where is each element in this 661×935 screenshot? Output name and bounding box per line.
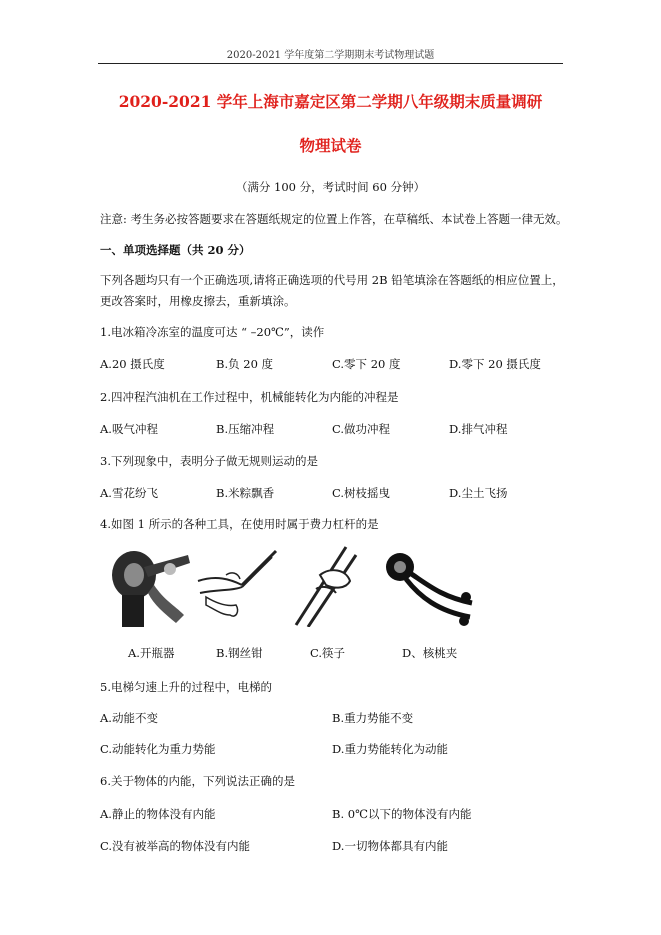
exam-info: （满分 100 分，考试时间 60 分钟） xyxy=(235,180,426,194)
question-1-stem: 1.电冰箱冷冻室的温度可达 “ –20℃”，读作 xyxy=(100,325,325,339)
question-3-option-c: C.树枝摇曳 xyxy=(332,486,391,500)
question-6-option-a: A.静止的物体没有内能 xyxy=(100,807,216,821)
question-3-stem: 3.下列现象中，表明分子做无规则运动的是 xyxy=(100,454,318,468)
question-4-option-c: C.筷子 xyxy=(310,646,346,660)
question-2-option-d: D.排气冲程 xyxy=(449,422,508,436)
question-5-option-c: C.动能转化为重力势能 xyxy=(100,742,216,756)
section-instructions-1: 下列各题均只有一个正确选项,请将正确选项的代号用 2B 铅笔填涂在答题纸的相应位置上， xyxy=(100,273,564,287)
question-6-option-d: D.一切物体都具有内能 xyxy=(332,839,448,853)
exam-title: 2020-2021 学年上海市嘉定区第二学期八年级期末质量调研 xyxy=(118,92,543,111)
question-3-option-b: B.米粽飘香 xyxy=(216,486,275,500)
bottle-opener-image xyxy=(104,545,190,627)
question-5-option-b: B.重力势能不变 xyxy=(332,711,414,725)
question-4-stem: 4.如图 1 所示的各种工具，在使用时属于费力杠杆的是 xyxy=(100,517,379,531)
question-4-option-a: A.开瓶器 xyxy=(128,646,175,660)
section-instructions-2: 更改答案时，用橡皮擦去，重新填涂。 xyxy=(100,294,296,308)
running-header: 2020-2021 学年度第二学期期末考试物理试题 xyxy=(226,50,435,61)
section-heading: 一、单项选择题（共 20 分） xyxy=(100,243,251,257)
question-1-option-c: C.零下 20 度 xyxy=(332,357,401,371)
question-2-stem: 2.四冲程汽油机在工作过程中，机械能转化为内能的冲程是 xyxy=(100,390,399,404)
question-5-stem: 5.电梯匀速上升的过程中，电梯的 xyxy=(100,680,272,694)
question-6-option-c: C.没有被举高的物体没有内能 xyxy=(100,839,251,853)
question-3-option-d: D.尘土飞扬 xyxy=(449,486,508,500)
question-1-option-a: A.20 摄氏度 xyxy=(100,357,165,371)
wire-pliers-image xyxy=(196,545,278,627)
question-1-option-b: B.负 20 度 xyxy=(216,357,274,371)
question-2-option-a: A.吸气冲程 xyxy=(100,422,158,436)
question-5-option-d: D.重力势能转化为动能 xyxy=(332,742,448,756)
question-6-stem: 6.关于物体的内能，下列说法正确的是 xyxy=(100,774,295,788)
notice: 注意: 考生务必按答题要求在答题纸规定的位置上作答，在草稿纸、本试卷上答题一律无效。 xyxy=(100,212,568,226)
question-5-option-a: A.动能不变 xyxy=(100,711,158,725)
nutcracker-image xyxy=(380,545,476,627)
question-6-option-b: B. 0℃以下的物体没有内能 xyxy=(332,807,472,821)
question-4-option-d: D、核桃夹 xyxy=(402,646,458,660)
question-2-option-b: B.压缩冲程 xyxy=(216,422,275,436)
exam-subtitle: 物理试卷 xyxy=(299,136,362,155)
header-divider xyxy=(98,63,563,64)
question-3-option-a: A.雪花纷飞 xyxy=(100,486,158,500)
question-4-option-b: B.钢丝钳 xyxy=(216,646,263,660)
question-1-option-d: D.零下 20 摄氏度 xyxy=(449,357,541,371)
chopsticks-image xyxy=(290,545,360,627)
question-2-option-c: C.做功冲程 xyxy=(332,422,391,436)
